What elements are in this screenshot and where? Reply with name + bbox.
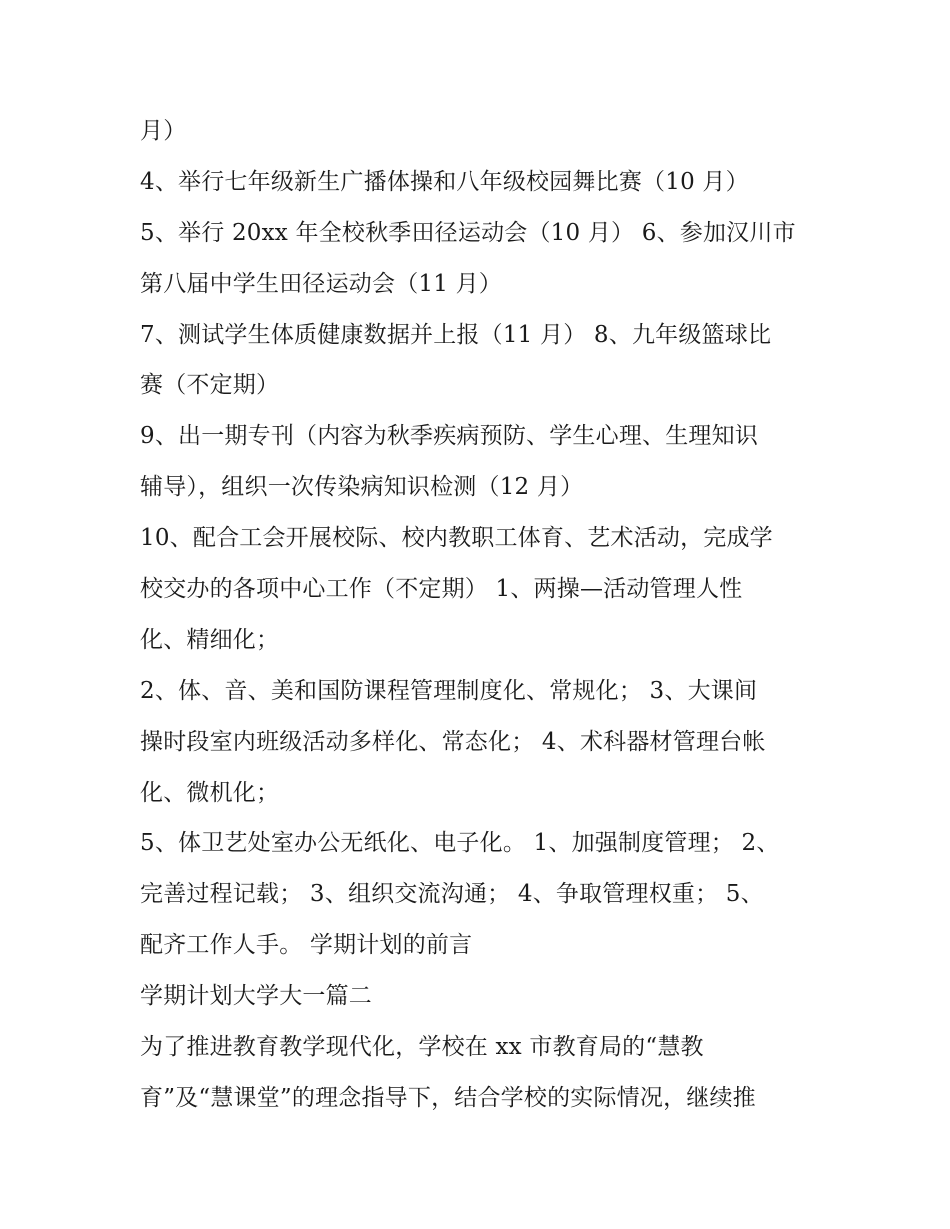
text-line: 育”及“慧课堂”的理念指导下，结合学校的实际情况，继续推 [140, 1084, 756, 1111]
text-line: 2、体、音、美和国防课程管理制度化、常规化； 3、大课间 [140, 677, 758, 704]
text-line: 完善过程记载； 3、组织交流沟通； 4、争取管理权重； 5、 [140, 881, 764, 908]
text-line: 5、举行 20xx 年全校秋季田径运动会（10 月） 6、参加汉川市 [140, 219, 796, 246]
section-heading: 学期计划大学大一篇二 [140, 983, 372, 1010]
text-line: 9、出一期专刊（内容为秋季疾病预防、学生心理、生理知识 [140, 423, 759, 450]
text-line: 操时段室内班级活动多样化、常态化； 4、术科器材管理台帐 [140, 728, 766, 755]
text-line: 辅导），组织一次传染病知识检测（12 月） [140, 474, 584, 501]
text-line: 化、微机化； [140, 779, 280, 806]
text-line: 月） [140, 118, 187, 144]
text-line: 化、精细化； [140, 626, 280, 653]
text-line: 配齐工作人手。 学期计划的前言 [140, 932, 473, 959]
text-line: 为了推进教育教学现代化，学校在 xx 市教育局的“慧教 [140, 1034, 704, 1061]
text-line: 5、体卫艺处室办公无纸化、电子化。 1、加强制度管理； 2、 [140, 830, 780, 857]
text-line: 第八届中学生田径运动会（11 月） [140, 270, 502, 297]
text-line: 10、配合工会开展校际、校内教职工体育、艺术活动，完成学 [140, 525, 773, 552]
text-line: 4、举行七年级新生广播体操和八年级校园舞比赛（10 月） [140, 168, 749, 195]
text-line: 7、测试学生体质健康数据并上报（11 月） 8、九年级篮球比 [140, 321, 772, 348]
text-line: 赛（不定期） [140, 372, 280, 399]
document-body [140, 106, 840, 1124]
text-line: 校交办的各项中心工作（不定期） 1、两操—活动管理人性 [140, 576, 743, 603]
